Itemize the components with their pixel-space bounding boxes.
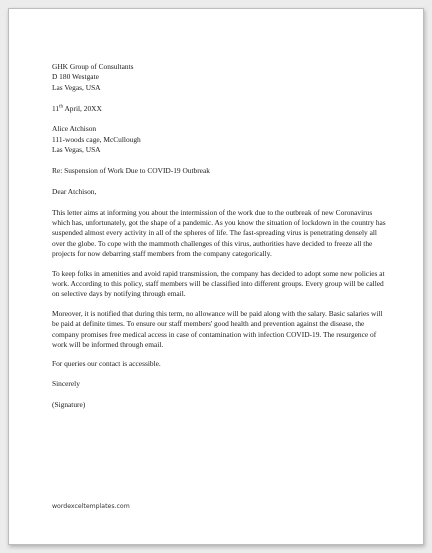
- date-rest: April, 20XX: [63, 103, 102, 113]
- body-paragraph-3: Moreover, it is notified that during this term, no allowance will be paid along with the salary. Basic salaries will be paid at definite times. To ensure our staff members' good health and prevention against the disease, the company promises free medical access in case of contamination with infection COVID-19. The resurgence of work will be informed through email.: [52, 308, 383, 350]
- letter-body: [52, 62, 387, 420]
- body-paragraph-4: For queries our contact is accessible.: [52, 359, 161, 369]
- document-page: [8, 8, 424, 545]
- recipient-address-line-1: 111-woods cage, McCullough: [52, 134, 141, 144]
- letter-date: [52, 104, 387, 114]
- closing: Sincerely: [52, 378, 80, 388]
- date-day: 11: [52, 103, 60, 113]
- recipient-address-line-2: Las Vegas, USA: [52, 145, 101, 155]
- recipient-address: [52, 124, 387, 155]
- salutation: Dear Atchison,: [52, 186, 97, 196]
- date-suffix: th: [59, 104, 64, 110]
- sender-name: GHK Group of Consultants: [52, 62, 134, 71]
- recipient-name: Alice Atchison: [52, 124, 97, 134]
- footer-website: wordexceltemplates.com: [52, 503, 130, 510]
- signature: (Signature): [52, 399, 86, 409]
- sender-address: [52, 62, 387, 93]
- subject-line: Re: Suspension of Work Due to COVID-19 Outbreak: [52, 166, 210, 176]
- body-paragraph-2: To keep folks in amenities and avoid rapid transmission, the company has decided to adopt some new policies at work. According to this policy, staff members will be classified into different groups. Every group will be called on selective days by notifying through email.: [52, 268, 385, 299]
- sender-address-line-1: D 180 Westgate: [52, 72, 99, 82]
- body-paragraph-1: This letter aims at informing you about the intermission of the work due to the outbreak of new Coronavirus which has, unfortunately, got the shape of a pandemic. As you know the situation of lockdown in the country has suspended almost every activity in all of the spheres of life. The fast-spreading virus is penetrating densely all over the globe. To cope with the mammoth challenges of this virus, authorities have decided to freeze all the projects for now debarring staff members from the company categorically.: [52, 207, 386, 259]
- sender-address-line-2: Las Vegas, USA: [52, 82, 101, 92]
